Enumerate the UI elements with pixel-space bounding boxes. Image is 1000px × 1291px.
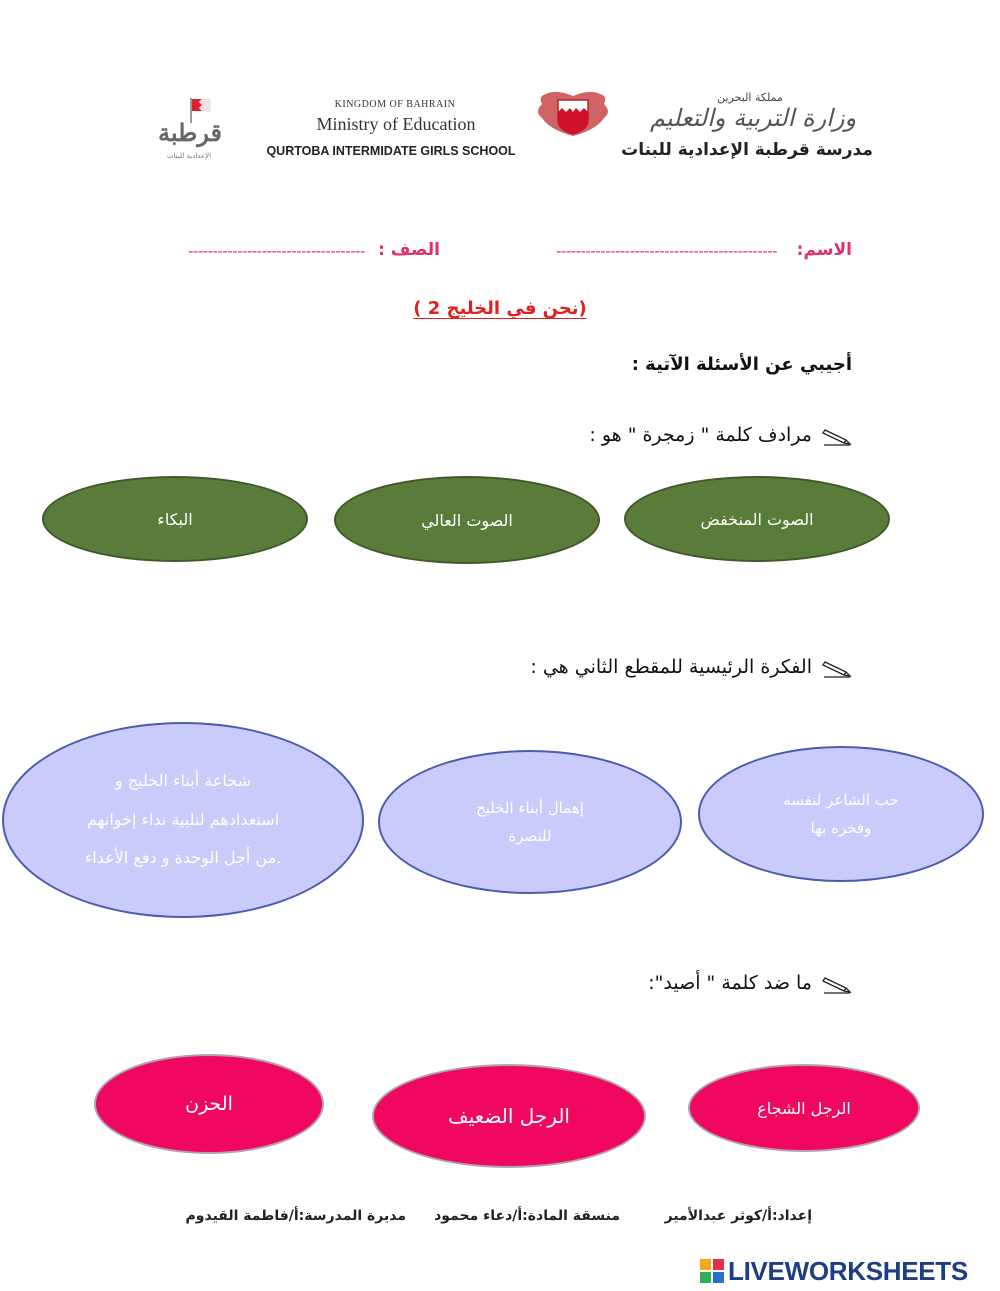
question-1 (500, 424, 852, 446)
q2-option-poet-self-love[interactable] (698, 746, 984, 882)
ministry-en: Ministry of Education (316, 114, 476, 134)
kingdom-en: KINGDOM OF BAHRAIN (334, 99, 456, 110)
q2-option-courage[interactable] (2, 722, 364, 918)
q1-option-3-label: البكاء (157, 509, 193, 529)
brand-name: LIVEWORKSHEETS (728, 1255, 968, 1286)
school-name-ar: مدرسة قرطبة الإعدادية للبنات (621, 140, 873, 160)
q2-option-3-line-1: شجاعة أبناء الخليج و (115, 771, 251, 791)
school-logo-subtitle: الإعدادية للبنات (166, 152, 212, 160)
q3-option-brave-man[interactable] (688, 1064, 920, 1152)
ministry-ar: وزارة التربية والتعليم (649, 104, 857, 132)
q3-option-weak-man[interactable] (372, 1064, 646, 1168)
worksheet-title: (نحن في الخليج 2 ) (413, 298, 587, 319)
q3-option-sadness[interactable] (94, 1054, 324, 1154)
school-logo-text: قرطبة (158, 118, 222, 147)
q3-option-3-label: الحزن (185, 1093, 233, 1115)
q1-option-loud-sound[interactable] (334, 476, 600, 564)
question-2 (380, 656, 852, 678)
q2-option-neglect[interactable] (378, 750, 682, 894)
pencil-icon (822, 972, 852, 994)
liveworksheets-logo-icon (700, 1259, 724, 1283)
q2-option-3-line-2: استعدادهم لتلبية نداء إخوانهم (86, 809, 280, 829)
school-name-en: QURTOBA INTERMIDATE GIRLS SCHOOL (266, 144, 516, 158)
principal: مديرة المدرسة:أ/فاطمة القيدوم (185, 1208, 406, 1224)
q1-option-2-label: الصوت العالي (421, 510, 513, 530)
class-label: الصف : (378, 240, 440, 260)
q1-option-crying[interactable] (42, 476, 308, 562)
q1-option-low-sound[interactable] (624, 476, 890, 562)
q2-option-2-line-2: للنصرة (508, 827, 552, 845)
question-2-text: الفكرة الرئيسية للمقطع الثاني هي : (530, 656, 812, 678)
q1-option-1-label: الصوت المنخفض (700, 509, 814, 529)
kingdom-ar: مملكة البحرين (717, 91, 783, 104)
instruction: أجيبي عن الأسئلة الآتية : (631, 354, 852, 375)
prepared-by: إعداد:أ/كوثر عبدالأمير (664, 1208, 812, 1224)
class-field-line[interactable]: ------------------------------------ (188, 242, 365, 260)
name-label: الاسم: (796, 240, 852, 260)
q2-option-2-line-1: إهمال أبناء الخليج (476, 798, 584, 817)
q2-option-1-line-1: حب الشاعر لنفسه (783, 790, 899, 809)
question-3 (500, 972, 852, 994)
question-3-text: ما ضد كلمة " أصيد": (648, 972, 812, 994)
q2-option-3-line-3: .من أجل الوحدة و دفع الأعداء (84, 848, 282, 868)
q2-option-1-line-2: وفخره بها (810, 819, 872, 837)
coordinator: منسقة المادة:أ/دعاء محمود (434, 1208, 620, 1224)
q3-option-2-label: الرجل الضعيف (448, 1104, 570, 1128)
liveworksheets-brand[interactable] (700, 1254, 994, 1288)
bahrain-emblem-icon (536, 90, 610, 140)
pencil-icon (822, 656, 852, 678)
question-1-text: مرادف كلمة " زمجرة " هو : (589, 424, 812, 446)
pencil-icon (822, 424, 852, 446)
flag-icon (188, 96, 214, 124)
name-field-line[interactable]: --------------------------------------------- (556, 242, 778, 260)
q3-option-1-label: الرجل الشجاع (757, 1098, 851, 1118)
